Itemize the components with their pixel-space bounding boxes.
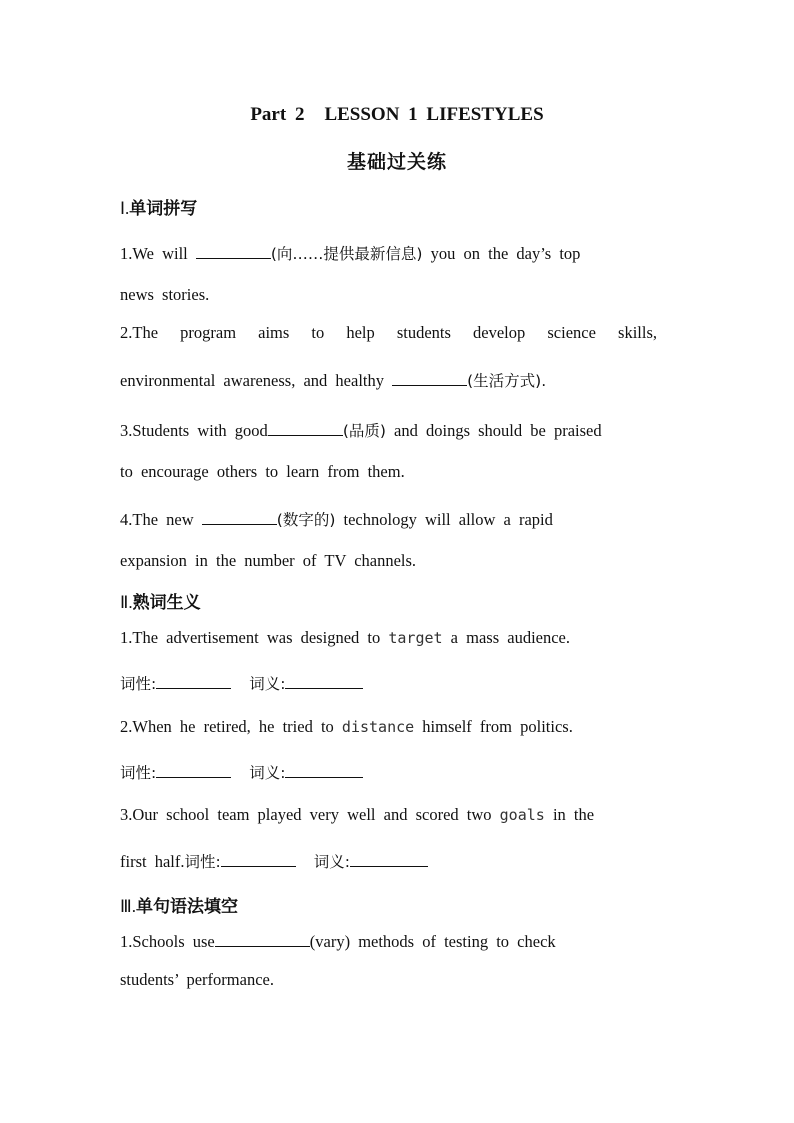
target-word: distance	[341, 718, 415, 736]
section-number: Ⅱ.	[120, 593, 133, 612]
question-text: 4.The new	[120, 510, 194, 529]
familiar-q1-answers	[120, 672, 363, 694]
section-title: 单词拼写	[129, 199, 198, 219]
question-text: 3.Students with good	[120, 421, 268, 440]
spelling-q4-line1	[120, 508, 553, 530]
chinese-hint: (生活方式).	[467, 372, 547, 390]
question-text: 1.We will	[120, 244, 188, 263]
part-of-speech-label: 词性:	[184, 853, 221, 871]
section-number: Ⅰ.	[120, 199, 130, 218]
familiar-q3-line1	[120, 805, 594, 825]
answer-blank[interactable]	[215, 932, 310, 947]
spelling-q3-line2: to encourage others to learn from them.	[120, 462, 405, 481]
meaning-label: 词义:	[313, 853, 350, 871]
question-text: himself from politics.	[422, 717, 573, 736]
question-text: technology will allow a rapid	[343, 510, 553, 529]
answer-blank[interactable]	[221, 852, 296, 867]
title-lesson: LESSON 1 LIFESTYLES	[324, 104, 544, 125]
grammar-q1-line1	[120, 932, 556, 952]
section-title: 单句语法填空	[135, 897, 238, 917]
meaning-label: 词义:	[249, 675, 286, 693]
question-text: 3.Our school team played very well and scored two	[120, 805, 492, 824]
question-text: 1.Schools use	[120, 932, 215, 951]
part-of-speech-label: 词性:	[120, 764, 157, 782]
question-text: environmental awareness, and healthy	[120, 371, 384, 390]
answer-blank[interactable]	[350, 852, 428, 867]
target-word: target	[388, 629, 443, 647]
section-heading-spelling	[120, 194, 197, 219]
question-text: in the	[552, 805, 595, 824]
question-text: and doings should be praised	[394, 421, 602, 440]
question-text: 2.When he retired, he tried to	[120, 717, 334, 736]
section-heading-familiar-words	[120, 588, 201, 613]
answer-blank[interactable]	[285, 674, 363, 689]
section-title: 熟词生义	[132, 593, 201, 613]
part-of-speech-label: 词性:	[120, 675, 157, 693]
question-text: methods of testing to check	[358, 932, 556, 951]
answer-blank[interactable]	[196, 244, 271, 259]
question-text: a mass audience.	[450, 628, 570, 647]
section-heading-grammar	[120, 892, 238, 917]
page-subtitle: 基础过关练	[346, 151, 447, 173]
answer-blank[interactable]	[285, 763, 363, 778]
grammar-q1-line2: students’ performance.	[120, 970, 274, 989]
question-text: first half.	[120, 852, 185, 871]
answer-blank[interactable]	[268, 421, 343, 436]
meaning-label: 词义:	[249, 764, 286, 782]
question-text: 1.The advertisement was designed to	[120, 628, 381, 647]
familiar-q3-line2	[120, 850, 428, 872]
target-word: goals	[499, 806, 545, 824]
question-text: you on the day’s top	[430, 244, 581, 263]
spelling-q3-line1	[120, 419, 602, 441]
answer-blank[interactable]	[392, 371, 467, 386]
spelling-q2-line1: 2.The program aims to help students develop science skills,	[120, 323, 657, 342]
chinese-hint: (数字的)	[276, 511, 336, 529]
answer-blank[interactable]	[156, 763, 231, 778]
spelling-q4-line2: expansion in the number of TV channels.	[120, 551, 417, 570]
familiar-q1-line1	[120, 628, 570, 648]
familiar-q2-line1	[120, 717, 573, 737]
section-number: Ⅲ.	[120, 897, 136, 916]
title-part: Part 2	[250, 104, 305, 125]
page-title	[0, 104, 794, 126]
spelling-q2-line2	[120, 369, 546, 391]
answer-blank[interactable]	[156, 674, 231, 689]
chinese-hint: (向……提供最新信息)	[270, 245, 423, 263]
familiar-q2-answers	[120, 761, 363, 783]
answer-blank[interactable]	[202, 510, 277, 525]
chinese-hint: (品质)	[342, 422, 386, 440]
spelling-q1-line1	[120, 242, 580, 264]
grammar-hint: (vary)	[309, 932, 351, 951]
spelling-q1-line2: news stories.	[120, 285, 210, 304]
